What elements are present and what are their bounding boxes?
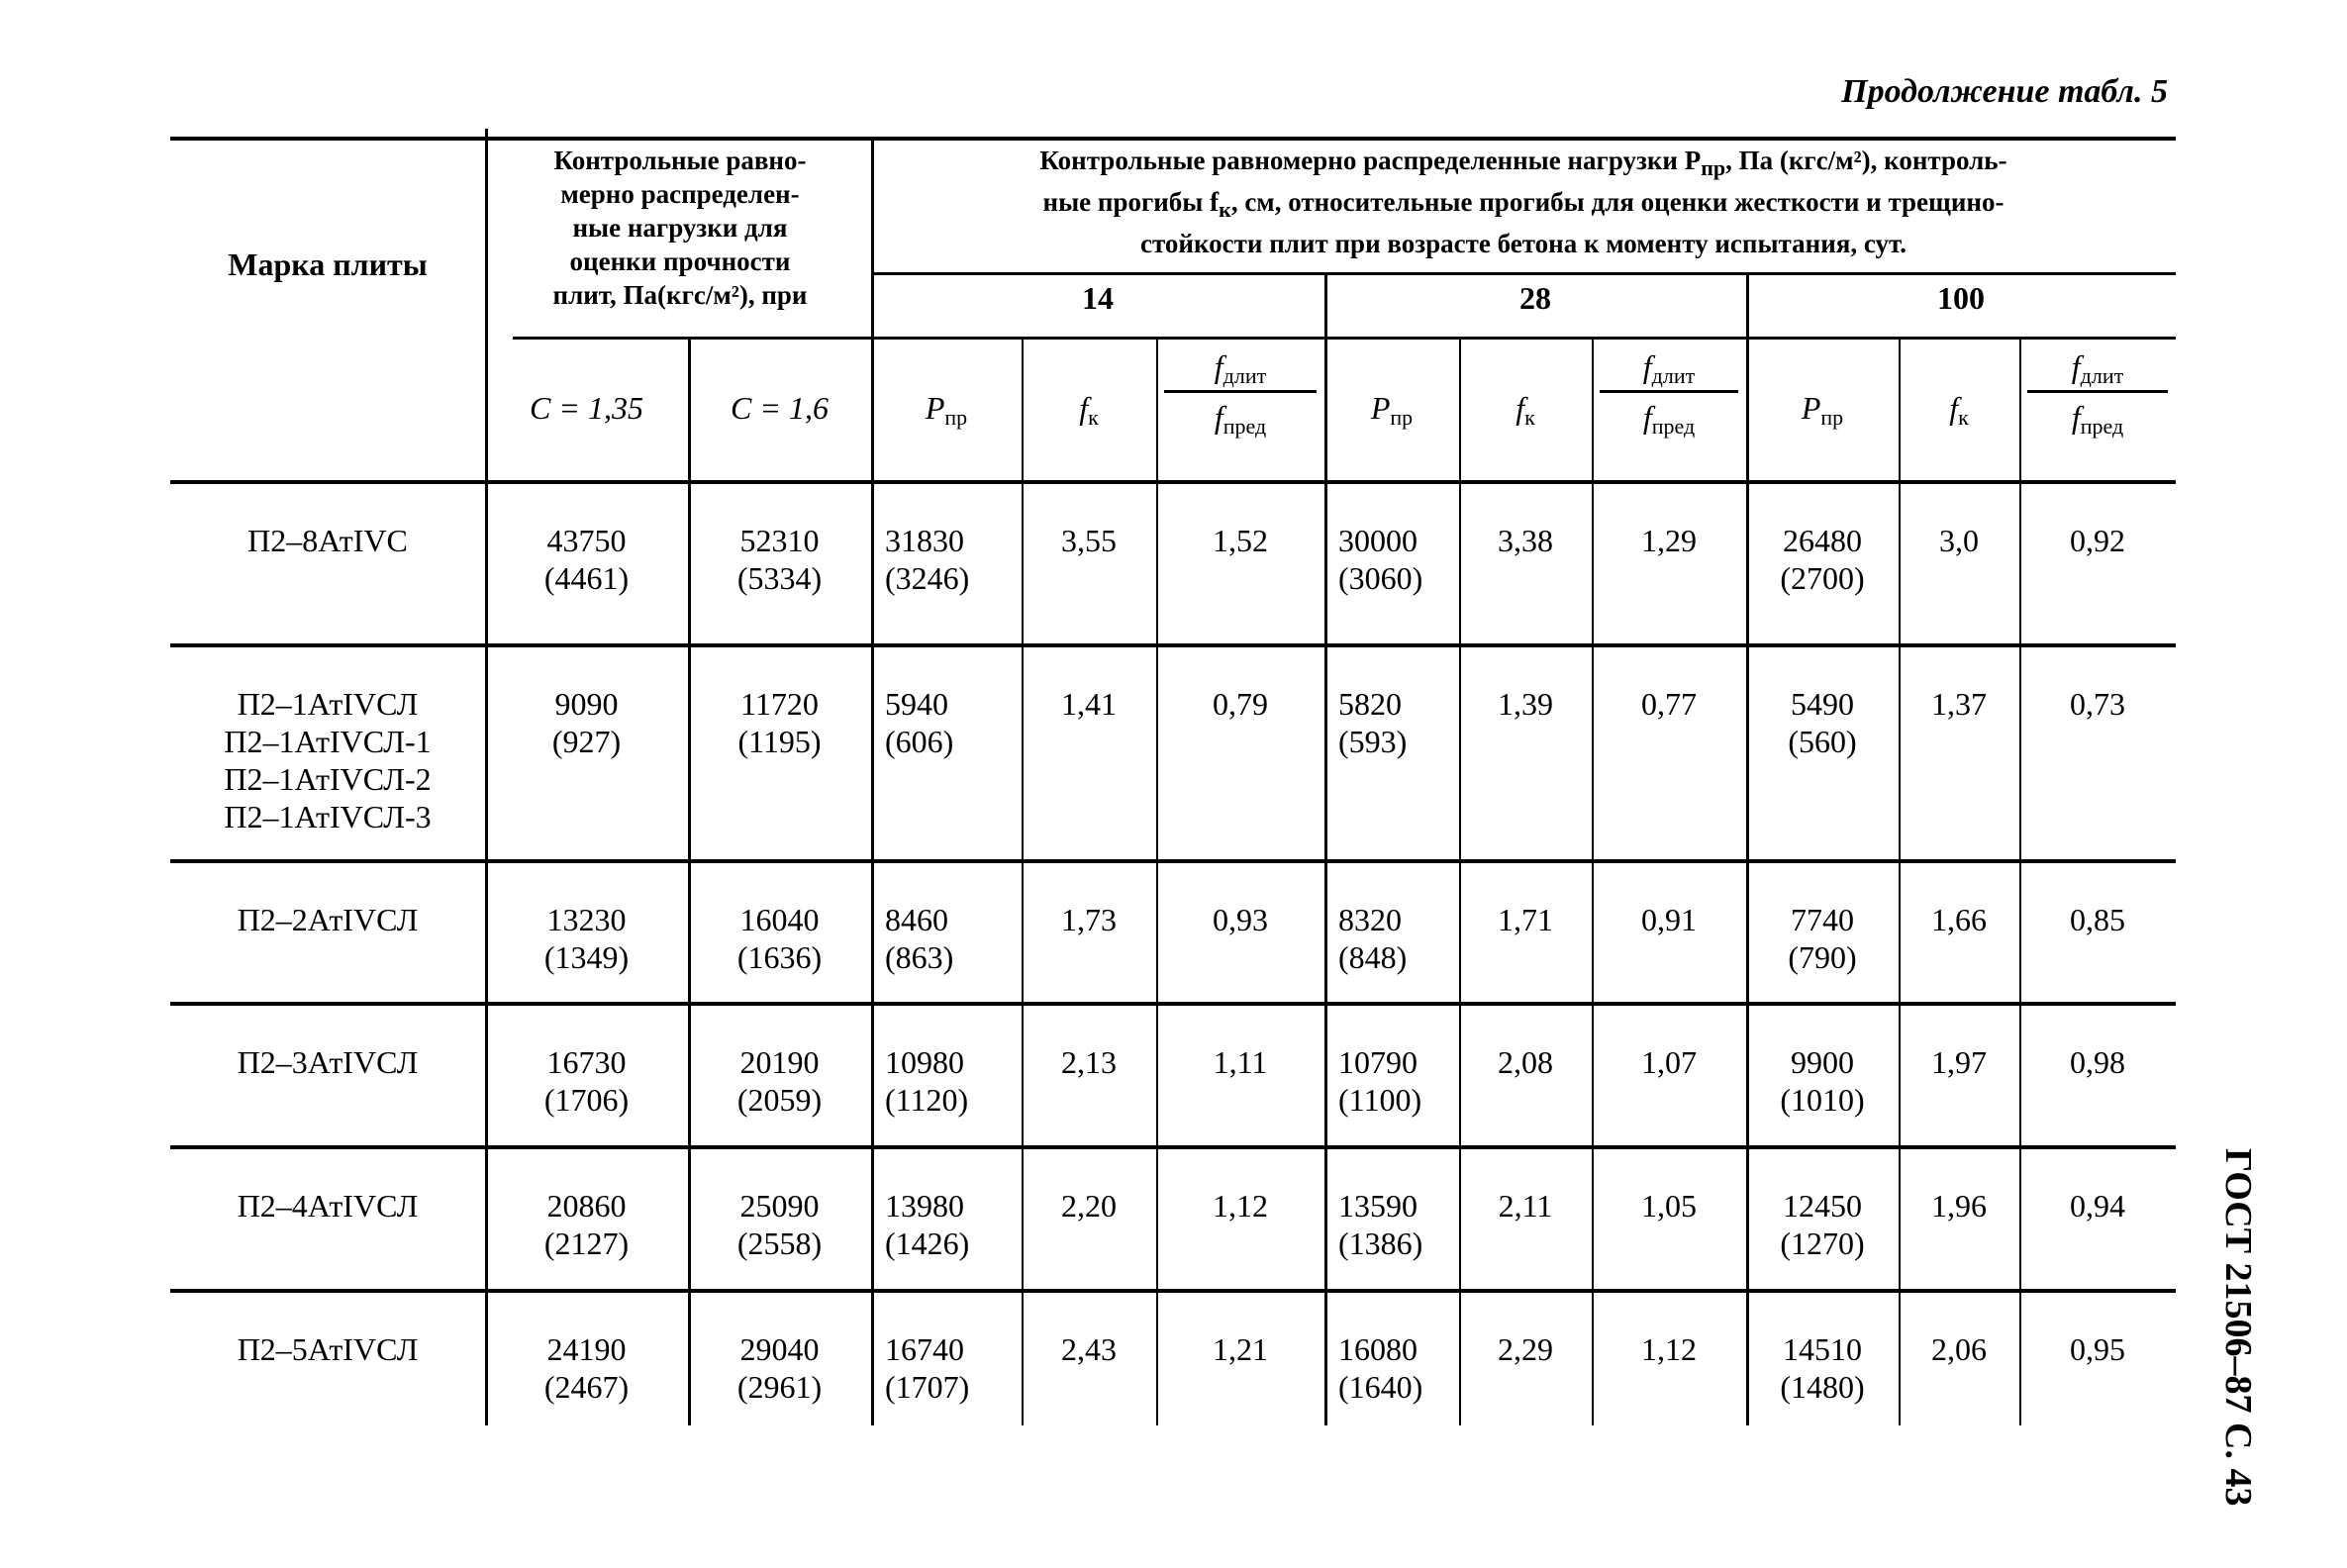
load-p-100-line: (1480)	[1780, 1369, 1865, 1405]
ratio-100: 0,92	[2070, 523, 2125, 558]
deflection-28: 2,11	[1498, 1188, 1553, 1224]
deflection-14: 1,73	[1061, 902, 1117, 937]
load-c16	[688, 522, 871, 597]
load-c16-line: (1636)	[736, 939, 823, 975]
plate-mark-line: П2–1АтIVСЛ-2	[224, 761, 432, 797]
deflection-header-14	[1022, 389, 1156, 437]
load-c135	[485, 1043, 688, 1119]
load-p-14-line: 31830	[885, 523, 964, 558]
load-c16	[688, 1043, 871, 1119]
load-c135-line: (1706)	[543, 1082, 630, 1118]
rule-line	[170, 480, 2176, 484]
rule-line	[170, 137, 2176, 141]
ratio-14: 1,21	[1213, 1331, 1268, 1367]
load-c16	[688, 1187, 871, 1262]
load-c135	[485, 685, 688, 760]
load-c16	[688, 1330, 871, 1406]
ratio-100: 0,73	[2070, 686, 2125, 722]
load-c16-line: 29040	[739, 1331, 820, 1367]
load-p-28	[1338, 1043, 1459, 1119]
load-p-14	[885, 901, 1022, 976]
load-p-28-line: 10790	[1338, 1044, 1418, 1080]
ratio-header-100	[2019, 346, 2176, 437]
column-line	[1592, 337, 1594, 1425]
header-text: , Па (кгс/м²), контроль-	[1725, 146, 2007, 175]
load-p-14-line: (606)	[885, 724, 954, 759]
fraction-denominator: $f_{пред}$	[1214, 399, 1267, 439]
ratio-100: 0,95	[2070, 1331, 2125, 1367]
fraction-bar	[1600, 390, 1738, 393]
deflection-14: 2,13	[1061, 1044, 1117, 1080]
deflection-28: 1,39	[1498, 686, 1553, 722]
load-p-14	[885, 685, 1022, 760]
load-p-28	[1338, 901, 1459, 976]
column-line	[1156, 337, 1158, 1425]
deflection-14: 1,41	[1061, 686, 1117, 722]
load-p-28	[1338, 685, 1459, 760]
plate-mark	[170, 1330, 485, 1368]
plate-mark-line: П2–5АтIVСЛ	[237, 1331, 419, 1367]
rule-line	[170, 643, 2176, 647]
load-c135-line: 20860	[546, 1188, 627, 1224]
load-c16	[688, 685, 871, 760]
load-c16-line: 20190	[739, 1044, 820, 1080]
load-p-28-line: (1640)	[1338, 1369, 1423, 1405]
load-c135-line: 16730	[546, 1044, 627, 1080]
load-header-28-subscript: пр	[1390, 405, 1414, 430]
load-p-28	[1338, 522, 1459, 597]
load-p-14-line: 16740	[885, 1331, 964, 1367]
plate-mark	[170, 522, 485, 559]
load-p-28-line: 13590	[1338, 1188, 1418, 1224]
ratio-28: 1,07	[1641, 1044, 1697, 1080]
column-line	[1459, 337, 1461, 1425]
plate-mark-line: П2–1АтIVСЛ-1	[224, 724, 432, 759]
load-c135-line: (1349)	[543, 939, 630, 975]
plate-mark	[170, 685, 485, 835]
load-p-28-line: 16080	[1338, 1331, 1418, 1367]
column-line	[1022, 337, 1024, 1425]
ratio-14: 1,11	[1213, 1044, 1268, 1080]
ratio-28: 1,12	[1641, 1331, 1697, 1367]
load-c16-line: (2961)	[736, 1369, 823, 1405]
deflection-100: 2,06	[1931, 1331, 1987, 1367]
deflection-header-100-subscript: к	[1958, 405, 1969, 430]
load-p-14-line: 10980	[885, 1044, 964, 1080]
load-header-100-symbol: P	[1801, 390, 1821, 426]
load-c135-line: (4461)	[543, 560, 630, 596]
load-p-14	[885, 1187, 1022, 1262]
load-c135-line: 13230	[546, 902, 627, 937]
deflection-header-14-symbol: f	[1079, 390, 1089, 426]
ratio-28: 1,05	[1641, 1188, 1697, 1224]
load-c16-line: (1195)	[737, 724, 822, 759]
fraction-bar	[1164, 390, 1317, 393]
fraction-numerator: $f_{длит}$	[1642, 348, 1696, 388]
deflection-100: 1,97	[1931, 1044, 1987, 1080]
load-p-100-line: (560)	[1788, 724, 1857, 759]
plate-mark	[170, 1043, 485, 1081]
deflection-100: 1,37	[1931, 686, 1987, 722]
load-header-100-subscript: пр	[1820, 405, 1844, 430]
strength-group-header	[497, 144, 863, 312]
header-line: стойкости плит при возрасте бетона к моменту испытания, сут.	[1140, 229, 1907, 258]
header-line	[881, 185, 2166, 227]
load-p-28-line: (3060)	[1338, 560, 1423, 596]
load-c135-line: (927)	[551, 724, 622, 759]
ratio-14: 0,79	[1213, 686, 1268, 722]
header-subscript: пр	[1701, 155, 1726, 180]
load-c16-line: (5334)	[736, 560, 823, 596]
plate-mark-line: П2–2АтIVСЛ	[237, 902, 419, 937]
load-p-28-line: (848)	[1338, 939, 1408, 975]
ratio-100: 0,98	[2070, 1044, 2125, 1080]
ratio-28: 1,29	[1641, 523, 1697, 558]
deflection-28: 2,08	[1498, 1044, 1553, 1080]
plate-mark-line: П2–4АтIVСЛ	[237, 1188, 419, 1224]
deflection-header-28-subscript: к	[1524, 405, 1535, 430]
load-p-100-line: 26480	[1783, 523, 1862, 558]
load-p-100-line: (2700)	[1780, 560, 1865, 596]
load-c135-line: 24190	[546, 1331, 627, 1367]
load-p-28	[1338, 1187, 1459, 1262]
rule-line	[871, 272, 2176, 275]
rule-line	[170, 1289, 2176, 1293]
load-p-100-line: 9900	[1791, 1044, 1854, 1080]
load-c16-line: 11720	[740, 686, 819, 722]
fraction-numerator: $f_{длит}$	[1214, 348, 1267, 388]
deflection-header-100-symbol: f	[1949, 390, 1959, 426]
load-p-100-line: 12450	[1783, 1188, 1862, 1224]
load-p-28-line: (593)	[1338, 724, 1408, 759]
deflection-100: 1,66	[1931, 902, 1987, 937]
load-c16-line: 16040	[739, 902, 820, 937]
deflection-header-28-symbol: f	[1516, 390, 1525, 426]
rule-line	[170, 1002, 2176, 1006]
load-p-14	[885, 1043, 1022, 1119]
deflection-header-100	[1899, 389, 2019, 437]
rule-line	[513, 337, 2176, 340]
deflection-14: 2,43	[1061, 1331, 1117, 1367]
plate-mark-line: П2–1АтIVСЛ-3	[224, 799, 432, 834]
load-p-14-line: (1426)	[885, 1225, 970, 1261]
header-line: ные нагрузки для	[572, 213, 788, 243]
ratio-28: 0,91	[1641, 902, 1697, 937]
header-text: ные прогибы f	[1042, 187, 1220, 217]
column-line	[871, 137, 874, 1425]
fraction-bar	[2027, 390, 2168, 393]
plate-mark	[170, 1187, 485, 1225]
load-c135-line: 43750	[546, 523, 627, 558]
plate-mark-line: П2–3АтIVСЛ	[237, 1044, 419, 1080]
load-p-100	[1746, 522, 1899, 597]
ratio-14: 0,93	[1213, 902, 1268, 937]
deflection-28: 2,29	[1498, 1331, 1553, 1367]
rule-line	[170, 859, 2176, 863]
deflection-28: 1,71	[1498, 902, 1553, 937]
load-p-14	[885, 1330, 1022, 1406]
rule-line	[170, 1145, 2176, 1149]
column-line	[1324, 272, 1327, 1425]
load-p-28-line: 30000	[1338, 523, 1418, 558]
header-line	[881, 144, 2166, 185]
ratio-14: 1,12	[1213, 1188, 1268, 1224]
load-p-100-line: 5490	[1791, 686, 1854, 722]
header-line: мерно распределен-	[560, 179, 800, 209]
ratio-14: 1,52	[1213, 523, 1268, 558]
load-p-14-line: 5940	[885, 686, 948, 722]
fraction-denominator: $f_{пред}$	[1642, 399, 1696, 439]
header-line: плит, Па(кгс/м²), при	[552, 280, 808, 310]
ratio-100: 0,85	[2070, 902, 2125, 937]
header-text: Контрольные равномерно распределенные нагрузки P	[1039, 146, 1702, 175]
age-header-100: 100	[1937, 280, 1985, 316]
load-p-14-line: 8460	[885, 902, 948, 937]
deflection-100: 1,96	[1931, 1188, 1987, 1224]
load-c135-line: 9090	[554, 686, 619, 722]
load-p-14-line: (1120)	[885, 1082, 969, 1118]
load-p-28-line: 8320	[1338, 902, 1402, 937]
plate-mark	[170, 901, 485, 938]
load-c16	[688, 901, 871, 976]
load-p-14	[885, 522, 1022, 597]
c-135-header: C = 1,35	[530, 390, 643, 426]
load-c16-line: (2059)	[736, 1082, 823, 1118]
plate-mark-line: П2–8АтIVC	[247, 523, 408, 558]
load-p-100-line: (1270)	[1780, 1225, 1865, 1261]
load-header-14-symbol: P	[925, 390, 945, 426]
header-line: Контрольные равно-	[553, 146, 807, 175]
ratio-28: 0,77	[1641, 686, 1697, 722]
fraction-numerator: $f_{длит}$	[2071, 348, 2124, 388]
load-p-28	[1338, 1330, 1459, 1406]
load-p-100-line: 7740	[1791, 902, 1854, 937]
load-p-100	[1746, 1330, 1899, 1406]
age-header-28: 28	[1519, 280, 1551, 316]
load-header-100	[1746, 389, 1899, 437]
deflection-header-14-subscript: к	[1088, 405, 1099, 430]
load-c135-line: (2127)	[543, 1225, 630, 1261]
load-p-28-line: (1386)	[1338, 1225, 1423, 1261]
load-header-14	[871, 389, 1022, 437]
column-line	[2019, 337, 2021, 1425]
load-c16-line: (2558)	[736, 1225, 823, 1261]
load-p-14-line: 13980	[885, 1188, 964, 1224]
load-c135	[485, 1187, 688, 1262]
load-header-14-subscript: пр	[944, 405, 968, 430]
load-p-100-line: 14510	[1783, 1331, 1862, 1367]
plate-mark-line: П2–1АтIVСЛ	[237, 686, 419, 722]
load-c135	[485, 522, 688, 597]
c-16-header: C = 1,6	[731, 390, 829, 426]
header-line: оценки прочности	[569, 246, 791, 276]
load-c135	[485, 901, 688, 976]
load-c16-line: 25090	[739, 1188, 820, 1224]
deflection-header-28	[1459, 389, 1592, 437]
load-p-100	[1746, 685, 1899, 760]
load-c16-line: 52310	[739, 523, 820, 558]
ratio-header-28	[1592, 346, 1746, 437]
load-p-100-line: (1010)	[1780, 1082, 1865, 1118]
column-line	[1899, 337, 1901, 1425]
deflection-100: 3,0	[1939, 523, 1979, 558]
load-c135	[485, 1330, 688, 1406]
column-line	[688, 337, 691, 1425]
age-header-14: 14	[1082, 280, 1114, 316]
ratio-header-14	[1156, 346, 1324, 437]
load-header-28	[1324, 389, 1459, 437]
header-text: , см, относительные прогибы для оценки жесткости и трещино-	[1230, 187, 2005, 217]
load-p-14-line: (1707)	[885, 1369, 970, 1405]
load-header-28-symbol: P	[1370, 390, 1391, 426]
load-p-14-line: (3246)	[885, 560, 970, 596]
load-c135-line: (2467)	[543, 1369, 630, 1405]
deflection-14: 3,55	[1061, 523, 1117, 558]
load-p-100-line: (790)	[1788, 939, 1857, 975]
fraction-denominator: $f_{пред}$	[2071, 399, 2124, 439]
ratio-100: 0,94	[2070, 1188, 2125, 1224]
standard-code: ГОСТ 21506–87 С. 43	[2217, 1148, 2259, 1507]
stiffness-group-header	[881, 144, 2166, 260]
load-p-100	[1746, 1187, 1899, 1262]
header-subscript: к	[1219, 197, 1231, 222]
load-p-100	[1746, 1043, 1899, 1119]
mark-column-header: Марка плиты	[228, 246, 428, 282]
deflection-28: 3,38	[1498, 523, 1553, 558]
load-p-14-line: (863)	[885, 939, 954, 975]
load-p-28-line: (1100)	[1338, 1082, 1422, 1118]
table-caption: Продолжение табл. 5	[1841, 73, 2168, 110]
load-p-100	[1746, 901, 1899, 976]
load-p-28-line: 5820	[1338, 686, 1402, 722]
deflection-14: 2,20	[1061, 1188, 1117, 1224]
